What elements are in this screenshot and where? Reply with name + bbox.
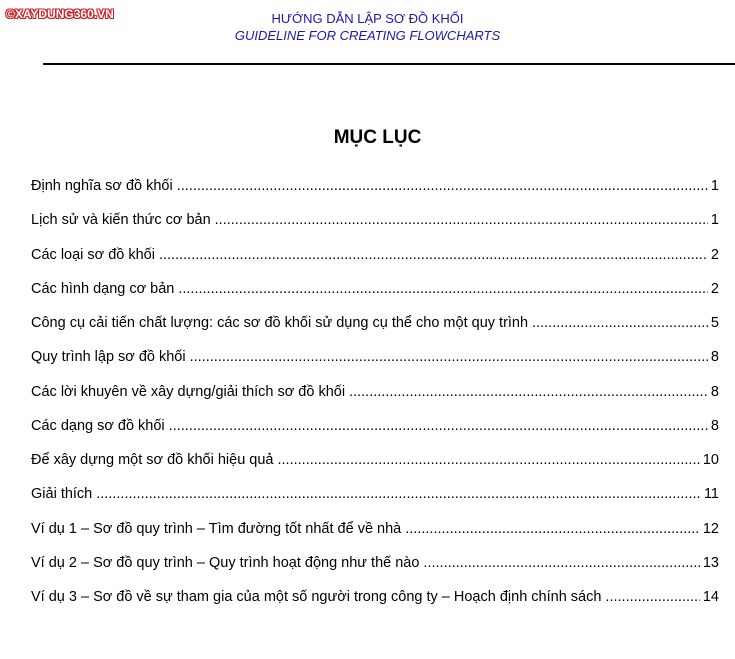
toc-entry[interactable]: [31, 587, 719, 621]
toc-page-number: 2: [710, 280, 719, 297]
toc-entry-title: Giải thích: [31, 486, 93, 503]
toc-entry-title: Lịch sử và kiến thức cơ bản: [31, 212, 211, 229]
toc-page-number: 14: [702, 589, 719, 605]
toc-entry[interactable]: [31, 313, 719, 347]
toc-dot-leader: [278, 450, 700, 470]
toc-entry[interactable]: [31, 553, 719, 587]
toc-entry-title: Ví dụ 1 – Sơ đồ quy trình – Tìm đường tốt nhất để về nhà: [31, 520, 402, 537]
toc-entry-title: Để xây dựng một sơ đồ khối hiệu quả: [31, 452, 274, 468]
header-divider: [43, 63, 735, 65]
toc-dot-leader: [178, 279, 708, 299]
toc-page-number: 13: [702, 554, 719, 571]
toc-page-number: 10: [702, 452, 719, 468]
toc-page-number: 1: [710, 212, 719, 229]
toc-entry-title: Các lời khuyên về xây dựng/giải thích sơ đồ khối: [31, 383, 346, 400]
toc-dot-leader: [177, 176, 708, 196]
toc-entry-title: Ví dụ 3 – Sơ đồ về sự tham gia của một số người trong công ty – Hoạch định chính sách: [31, 589, 602, 605]
toc-dot-leader: [215, 210, 708, 230]
toc-entry[interactable]: [31, 416, 719, 450]
watermark-logo: ©XAYDUNG360.VN: [6, 7, 114, 21]
header-title-english: GUIDELINE FOR CREATING FLOWCHARTS: [234, 28, 501, 43]
header-title-vietnamese: HƯỚNG DẪN LẬP SƠ ĐỒ KHỐI: [271, 11, 464, 26]
toc-entry[interactable]: [31, 210, 719, 244]
toc-page-number: 1: [710, 178, 719, 194]
toc-dot-leader: [159, 245, 708, 265]
toc-entry[interactable]: [31, 279, 719, 313]
toc-entry[interactable]: [31, 347, 719, 381]
toc-entry-title: Định nghĩa sơ đồ khối: [31, 178, 173, 194]
toc-entry-title: Các dạng sơ đồ khối: [31, 417, 165, 434]
toc-entry-title: Các hình dạng cơ bản: [31, 280, 175, 297]
toc-entry[interactable]: [31, 382, 719, 416]
document-header: [0, 10, 735, 44]
toc-heading: MỤC LỤC: [333, 127, 422, 148]
toc-page-number: 5: [710, 315, 719, 331]
toc-dot-leader: [96, 484, 701, 504]
toc-page-number: 8: [710, 349, 719, 366]
toc-entry-title: Ví dụ 2 – Sơ đồ quy trình – Quy trình hoạt động như thế nào: [31, 554, 420, 571]
toc-dot-leader: [169, 416, 708, 436]
toc-entry[interactable]: [31, 450, 719, 484]
toc-page-number: 8: [710, 417, 719, 434]
toc-entry[interactable]: [31, 245, 719, 279]
toc-entry[interactable]: [31, 484, 719, 518]
toc-dot-leader: [532, 313, 708, 333]
toc-dot-leader: [423, 553, 699, 573]
toc-page-number: 11: [703, 486, 719, 503]
toc-entry[interactable]: [31, 176, 719, 210]
toc-dot-leader: [605, 587, 699, 607]
toc-dot-leader: [405, 519, 700, 539]
toc-entry-title: Quy trình lập sơ đồ khối: [31, 349, 186, 366]
table-of-contents: [31, 176, 719, 621]
toc-page-number: 2: [710, 246, 719, 263]
toc-dot-leader: [349, 382, 708, 402]
toc-entry-title: Các loại sơ đồ khối: [31, 246, 155, 263]
toc-entry-title: Công cụ cải tiến chất lượng: các sơ đồ khối sử dụng cụ thể cho một quy trình: [31, 315, 529, 331]
toc-entry[interactable]: [31, 519, 719, 553]
toc-dot-leader: [190, 347, 708, 367]
toc-page-number: 8: [710, 383, 719, 400]
toc-page-number: 12: [702, 520, 719, 537]
